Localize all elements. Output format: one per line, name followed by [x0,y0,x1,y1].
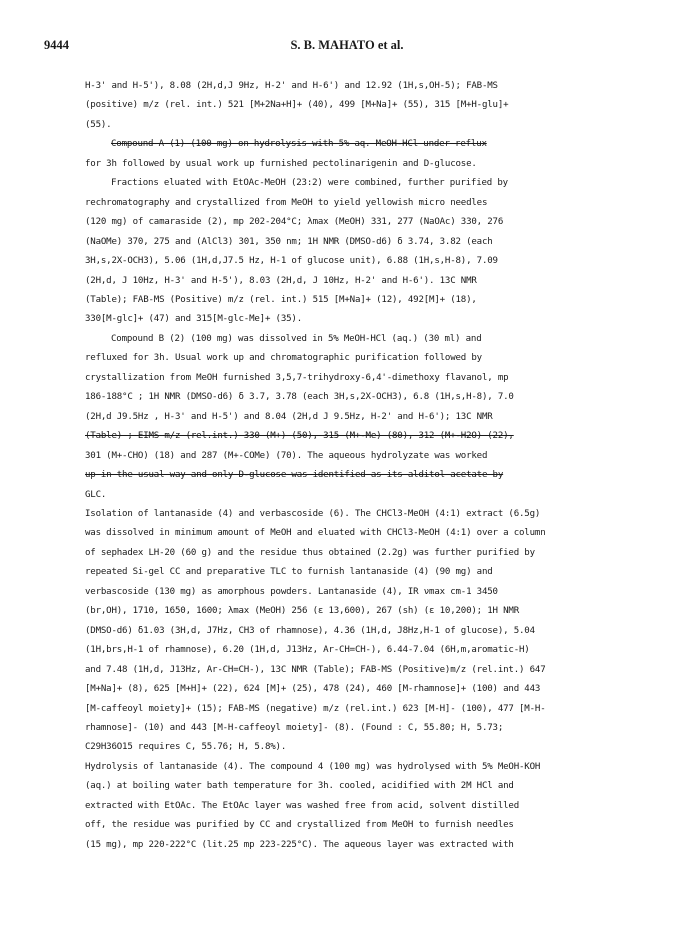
text-line: 3H,s,2X-OCH3), 5.06 (1H,d,J7.5 Hz, H-1 of glucose unit), 6.88 (1H,s,H-8), 7.09 [85,256,498,267]
text-line: Compound A (1) (100 mg) on hydrolysis with 5% aq. MeOH-HCl under reflux [111,139,487,150]
text-line: Fractions eluated with EtOAc-MeOH (23:2) were combined, further purified by [111,178,508,189]
text-line: rechromatography and crystallized from MeOH to yield yellowish micro needles [85,197,488,208]
page-number: 9444 [44,38,69,52]
text-line: repeated Si-gel CC and preparative TLC to furnish lantanaside (4) (90 mg) and [85,567,493,578]
text-line: and 7.48 (1H,d, J13Hz, Ar-CH=CH-), 13C NMR (Table); FAB-MS (Positive)m/z (rel.int.) 647 [85,664,546,675]
text-line: 186-188°C ; 1H NMR (DMSO-d6) δ 3.7, 3.78 (each 3H,s,2X-OCH3), 6.8 (1H,s,H-8), 7.0 [85,392,514,403]
text-line: (15 mg), mp 220-222°C (lit.25 mp 223-225°C). The aqueous layer was extracted with [85,839,514,850]
text-line: was dissolved in minimum amount of MeOH and eluated with CHCl3-MeOH (4:1) over a column [85,528,546,539]
text-line: (2H,d J9.5Hz , H-3' and H-5') and 8.04 (2H,d J 9.5Hz, H-2' and H-6'); 13C NMR [85,411,493,422]
text-line: (Table) ; EIMS m/z (rel.int.) 330 (M+) (50), 315 (M+-Me) (80), 312 (M+-H2O) (22), [85,431,514,442]
text-line: (NaOMe) 370, 275 and (AlCl3) 301, 350 nm; 1H NMR (DMSO-d6) δ 3.74, 3.82 (each [85,236,493,247]
text-line: (positive) m/z (rel. int.) 521 [M+2Na+H]+ (40), 499 [M+Na]+ (55), 315 [M+H-glu]+ [85,100,509,111]
text-line: 330[M-glc]+ (47) and 315[M-glc-Me]+ (35). [85,314,303,325]
text-line: [M+Na]+ (8), 625 [M+H]+ (22), 624 [M]+ (25), 478 (24), 460 [M-rhamnose]+ (100) and 443 [85,684,541,695]
text-line: of sephadex LH-20 (60 g) and the residue thus obtained (2.2g) was further purified by [85,547,535,558]
text-line: 301 (M+-CHO) (18) and 287 (M+-COMe) (70). The aqueous hydrolyzate was worked [85,450,488,461]
text-line: (aq.) at boiling water bath temperature for 3h. cooled, acidified with 2M HCl and [85,781,514,792]
text-line: off, the residue was purified by CC and crystallized from MeOH to furnish needles [85,820,514,831]
text-line: (DMSO-d6) δ1.03 (3H,d, J7Hz, CH3 of rhamnose), 4.36 (1H,d, J8Hz,H-1 of glucose), 5.04 [85,625,535,636]
body-text [85,77,645,855]
text-line: (120 mg) of camaraside (2), mp 202-204°C; λmax (MeOH) 331, 277 (NaOAc) 330, 276 [85,217,504,228]
text-line: (55). [85,119,112,130]
text-line: Isolation of lantanaside (4) and verbascoside (6). The CHCl3-MeOH (4:1) extract (6.5g) [85,508,541,519]
text-line: for 3h followed by usual work up furnished pectolinarigenin and D-glucose. [85,158,477,169]
text-line: [M-caffeoyl moiety]+ (15); FAB-MS (negative) m/z (rel.int.) 623 [M-H]- (100), 477 [M-H- [85,703,546,714]
text-line: GLC. [85,489,107,500]
text-line: rhamnose]- (10) and 443 [M-H-caffeoyl moiety]- (8). (Found : C, 55.80; H, 5.73; [85,722,504,733]
text-line: refluxed for 3h. Usual work up and chromatographic purification followed by [85,353,482,364]
text-line: verbascoside (130 mg) as amorphous powders. Lantanaside (4), IR νmax cm-1 3450 [85,586,498,597]
text-line: up in the usual way and only D-glucose was identified as its alditol acetate by [85,470,504,481]
page-header [44,38,650,54]
text-line: (Table); FAB-MS (Positive) m/z (rel. int.) 515 [M+Na]+ (12), 492[M]+ (18), [85,294,477,305]
text-line: (1H,brs,H-1 of rhamnose), 6.20 (1H,d, J13Hz, Ar-CH=CH-), 6.44-7.04 (6H,m,aromatic-H) [85,645,530,656]
text-line: H-3' and H-5'), 8.08 (2H,d,J 9Hz, H-2' and H-6') and 12.92 (1H,s,OH-5); FAB-MS [85,81,498,91]
text-line: extracted with EtOAc. The EtOAc layer was washed free from acid, solvent distilled [85,800,520,811]
text-line: C29H36O15 requires C, 55.76; H, 5.8%). [85,742,287,753]
running-head: S. B. MAHATO et al. [290,38,404,52]
text-line: (2H,d, J 10Hz, H-3' and H-5'), 8.03 (2H,d, J 10Hz, H-2' and H-6'). 13C NMR [85,275,477,286]
text-line: Compound B (2) (100 mg) was dissolved in 5% MeOH-HCl (aq.) (30 ml) and [111,333,482,344]
text-line: crystallization from MeOH furnished 3,5,7-trihydroxy-6,4'-dimethoxy flavanol, mp [85,372,509,383]
text-line: (br,OH), 1710, 1650, 1600; λmax (MeOH) 256 (ε 13,600), 267 (sh) (ε 10,200); 1H NMR [85,606,520,617]
text-line: Hydrolysis of lantanaside (4). The compound 4 (100 mg) was hydrolysed with 5% MeOH-KOH [85,761,541,772]
